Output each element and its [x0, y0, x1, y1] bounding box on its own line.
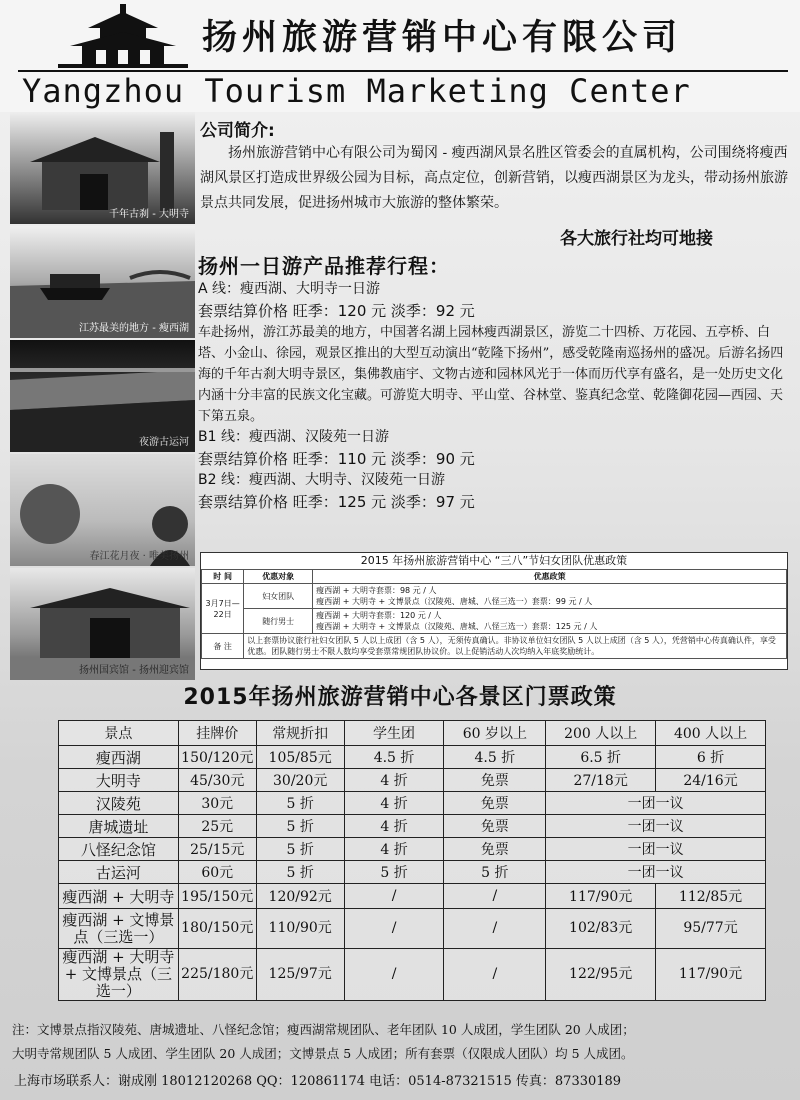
pagoda-logo-icon: [48, 2, 198, 68]
table-cell: 102/83元: [546, 909, 656, 949]
route-a-title: A 线：瘦西湖、大明寺一日游: [198, 281, 381, 297]
ticket-policy-title: 2015年扬州旅游营销中心各景区门票政策: [183, 685, 617, 710]
table-cell: /: [444, 909, 546, 949]
table-cell: 125/97元: [256, 949, 344, 1001]
col-header: 景点: [59, 721, 179, 746]
company-name-en: Yangzhou Tourism Marketing Center: [22, 72, 691, 110]
policy-col-policy: 优惠政策: [313, 570, 787, 584]
col-header: 常规折扣: [256, 721, 344, 746]
table-cell: 6.5 折: [546, 746, 656, 769]
table-row: [59, 884, 766, 909]
table-cell: 免票: [444, 792, 546, 815]
policy-date: 3月7日—22日: [202, 584, 244, 634]
table-cell: 瘦西湖 + 文博景点（三选一）: [59, 909, 179, 949]
photo-daming-temple: [10, 112, 195, 224]
route-b2-price: 套票结算价格 旺季：125 元 淡季：97 元: [198, 493, 475, 511]
table-cell: 唐城遗址: [59, 815, 179, 838]
table-cell: 105/85元: [256, 746, 344, 769]
table-cell: 免票: [444, 769, 546, 792]
photo-caption: 千年古刹 - 大明寺: [109, 209, 189, 220]
policy-women-line: 瘦西湖 + 大明寺套票：98 元 / 人: [316, 586, 437, 595]
table-cell: 120/92元: [256, 884, 344, 909]
table-cell: 6 折: [656, 746, 766, 769]
table-cell: 24/16元: [656, 769, 766, 792]
policy-women-line: 瘦西湖 + 大明寺 + 文博景点（汉陵苑、唐城、八怪三选一）套票：99 元 / 人: [316, 597, 593, 606]
policy-note-text: 以上套票协议旅行社妇女团队 5 人以上成团（含 5 人），无须传真确认。非协议单位妇女团队 5 人以上成团（含 5 人），凭营销中心传真确认件，享受优惠。团队随行男士不限人数均享受套票常规团队协议价。以上促销活动人次均纳入年底奖励统计。: [244, 634, 787, 659]
photo-caption: 扬州国宾馆 - 扬州迎宾馆: [79, 665, 189, 676]
route-a-description: 车赴扬州，游江苏最美的地方，中国著名湖上园林瘦西湖景区，游览二十四桥、万花园、五亭桥、白塔、小金山、徐园，观景区推出的大型互动演出“乾隆下扬州”，感受乾隆南巡扬州的盛况。后游名扬四海的千年古刹大明寺景区，集佛教庙宇、文物古迹和园林风光于一体而历代享有盛名，是一处历史文化内涵十分丰富的民族文化宝藏。可游览大明寺、平山堂、谷林堂、鉴真纪念堂、乾隆御花园—西园、天下第五泉。: [198, 325, 784, 424]
col-header: 60 岁以上: [444, 721, 546, 746]
table-cell: 180/150元: [178, 909, 256, 949]
itinerary-section: [198, 250, 792, 513]
company-intro: [200, 116, 790, 216]
table-row: [59, 838, 766, 861]
table-cell: 30/20元: [256, 769, 344, 792]
table-cell: 95/77元: [656, 909, 766, 949]
table-row: [59, 815, 766, 838]
table-cell: 25/15元: [178, 838, 256, 861]
table-cell: 150/120元: [178, 746, 256, 769]
photo-slender-west-lake: [10, 226, 195, 338]
contact-info: 上海市场联系人：谢成刚 18012120268 QQ：120861174 电话：0514-87321515 传真：87330189: [14, 1074, 622, 1089]
photo-column: [10, 112, 195, 682]
table-cell: 5 折: [256, 861, 344, 884]
route-b1-title: B1 线：瘦西湖、汉陵苑一日游: [198, 429, 389, 445]
table-cell: 25元: [178, 815, 256, 838]
intro-heading: 公司简介:: [200, 121, 275, 141]
photo-grand-canal: [10, 340, 195, 452]
table-cell: 瘦西湖: [59, 746, 179, 769]
photo-caption: 江苏最美的地方 - 瘦西湖: [79, 323, 189, 334]
table-cell: /: [344, 949, 444, 1001]
notes: [12, 1018, 796, 1066]
table-cell: 一团一议: [546, 792, 766, 815]
table-row: [59, 792, 766, 815]
table-cell: 4.5 折: [444, 746, 546, 769]
table-row: [59, 769, 766, 792]
table-cell: 汉陵苑: [59, 792, 179, 815]
ticket-policy-table: [58, 720, 766, 1001]
intro-text: 扬州旅游营销中心有限公司为蜀冈 - 瘦西湖风景名胜区管委会的直属机构，公司围绕将瘦西湖风景区打造成世界级公园为目标，高点定位，创新营销，以瘦西湖景区为龙头，带动扬州旅游景点共同发展，促进扬州城市大旅游的整体繁荣。: [200, 145, 788, 211]
policy-women-detail: [313, 584, 787, 609]
table-cell: 4.5 折: [344, 746, 444, 769]
table-cell: 122/95元: [546, 949, 656, 1001]
table-cell: 一团一议: [546, 861, 766, 884]
policy-title: 2015 年扬州旅游营销中心 “三八”节妇女团队优惠政策: [360, 554, 628, 567]
policy-target-women: 妇女团队: [244, 584, 313, 609]
photo-show: [10, 454, 195, 566]
table-cell: 免票: [444, 838, 546, 861]
table-cell: 4 折: [344, 815, 444, 838]
table-cell: 一团一议: [546, 838, 766, 861]
col-header: 学生团: [344, 721, 444, 746]
col-header: 400 人以上: [656, 721, 766, 746]
col-header: 挂牌价: [178, 721, 256, 746]
table-cell: 4 折: [344, 792, 444, 815]
table-cell: 5 折: [444, 861, 546, 884]
table-cell: 110/90元: [256, 909, 344, 949]
table-cell: 4 折: [344, 769, 444, 792]
note-line: 大明寺常规团队 5 人成团、学生团队 20 人成团；文博景点 5 人成团；所有套票（仅限成人团队）均 5 人成团。: [12, 1046, 634, 1061]
table-cell: 117/90元: [656, 949, 766, 1001]
policy-men-detail: [313, 609, 787, 634]
table-cell: 八怪纪念馆: [59, 838, 179, 861]
table-row: [59, 861, 766, 884]
photo-caption: 夜游古运河: [139, 437, 189, 448]
table-cell: 古运河: [59, 861, 179, 884]
table-cell: 5 折: [256, 815, 344, 838]
note-line: 注：文博景点指汉陵苑、唐城遗址、八怪纪念馆；瘦西湖常规团队、老年团队 10 人成团，学生团队 20 人成团；: [12, 1022, 635, 1037]
table-cell: /: [444, 884, 546, 909]
table-cell: 117/90元: [546, 884, 656, 909]
policy-table: [201, 569, 787, 659]
table-cell: 60元: [178, 861, 256, 884]
table-cell: 5 折: [256, 838, 344, 861]
photo-state-guesthouse: [10, 568, 195, 680]
table-header-row: [59, 721, 766, 746]
company-name-cn: 扬州旅游营销中心有限公司: [202, 18, 683, 58]
policy-target-men: 随行男士: [244, 609, 313, 634]
policy-men-line: 瘦西湖 + 大明寺 + 文博景点（汉陵苑、唐城、八怪三选一）套票：125 元 / 人: [316, 622, 598, 631]
table-cell: /: [444, 949, 546, 1001]
agency-note: 各大旅行社均可地接: [560, 229, 713, 249]
policy-note-label: 备 注: [202, 634, 244, 659]
table-cell: 免票: [444, 815, 546, 838]
policy-col-target: 优惠对象: [244, 570, 313, 584]
table-cell: 112/85元: [656, 884, 766, 909]
table-cell: 瘦西湖 + 大明寺 + 文博景点（三选一）: [59, 949, 179, 1001]
table-cell: 27/18元: [546, 769, 656, 792]
route-a-price: 套票结算价格 旺季：120 元 淡季：92 元: [198, 302, 475, 320]
table-cell: 4 折: [344, 838, 444, 861]
table-cell: 45/30元: [178, 769, 256, 792]
table-cell: /: [344, 884, 444, 909]
policy-men-line: 瘦西湖 + 大明寺套票：120 元 / 人: [316, 611, 442, 620]
route-b2-title: B2 线：瘦西湖、大明寺、汉陵苑一日游: [198, 472, 445, 488]
table-row: [59, 909, 766, 949]
itinerary-heading: 扬州一日游产品推荐行程：: [198, 254, 450, 278]
table-cell: 30元: [178, 792, 256, 815]
table-row: [59, 746, 766, 769]
col-header: 200 人以上: [546, 721, 656, 746]
table-row: [59, 949, 766, 1001]
table-cell: /: [344, 909, 444, 949]
womens-day-policy: [200, 552, 788, 670]
policy-col-time: 时 间: [202, 570, 244, 584]
table-cell: 一团一议: [546, 815, 766, 838]
table-cell: 5 折: [256, 792, 344, 815]
table-cell: 瘦西湖 + 大明寺: [59, 884, 179, 909]
table-cell: 大明寺: [59, 769, 179, 792]
table-cell: 225/180元: [178, 949, 256, 1001]
table-cell: 195/150元: [178, 884, 256, 909]
table-cell: 5 折: [344, 861, 444, 884]
photo-caption: 春江花月夜 · 唯美扬州: [89, 551, 189, 562]
route-b1-price: 套票结算价格 旺季：110 元 淡季：90 元: [198, 450, 475, 468]
header: [0, 0, 800, 112]
